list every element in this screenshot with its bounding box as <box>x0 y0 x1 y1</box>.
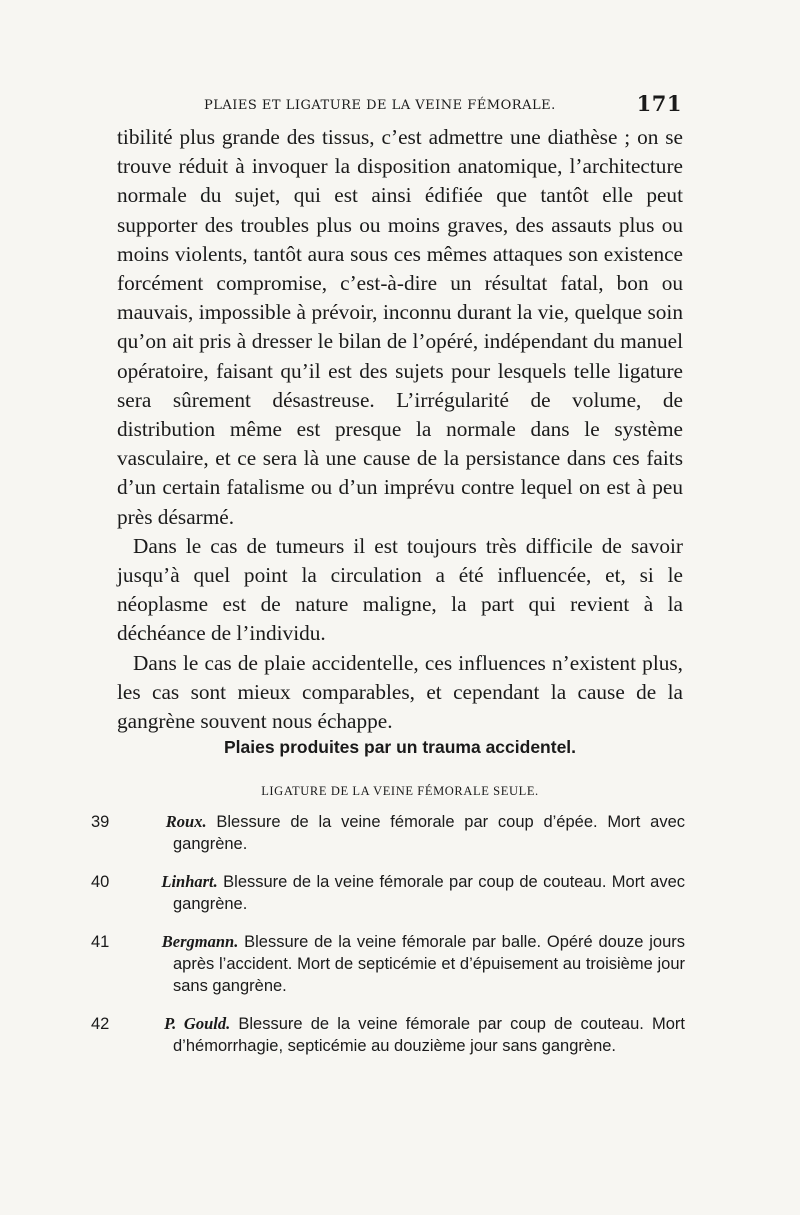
page-number: 171 <box>636 91 682 116</box>
case-item <box>91 931 685 998</box>
case-item <box>91 811 685 856</box>
case-author: Roux. <box>165 812 207 831</box>
case-text: Blessure de la veine fémorale par balle. Opéré douze jours après l’accident. Mort de septicémie et d’épuisement au troisième jour sans gangrène. <box>173 932 685 996</box>
case-author: Linhart. <box>161 871 218 891</box>
case-text: Blessure de la veine fémorale par coup de couteau. Mort d’hémorrhagie, septicémie au douzième jour sans gangrène. <box>173 1014 686 1056</box>
paragraph-1: tibilité plus grande des tissus, c’est admettre une diathèse ; on se trouve réduit à invoquer la disposition anatomique, l’architecture normale du sujet, qui est ainsi édifiée que tantôt elle peut supporter des troubles plus ou moins graves, des assauts plus ou moins violents, tantôt aura sous ces mêmes attaques son existence forcément compromise, c’est-à-dire un résultat fatal, bon ou mauvais, impossible à prévoir, inconnu durant la vie, quelque soin qu’on ait pris à dresser le bilan de l’opéré, indépendant du manuel opératoire, faisant qu’il est des sujets pour lesquels telle ligature sera sûrement désastreuse. L’irrégularité de volume, de distribution même est presque la normale dans le système vasculaire, et ce sera là une cause de la persistance dans ces faits d’un certain fatalisme ou d’un imprévu contre lequel on est à peu près désarmé. <box>117 125 683 529</box>
running-header <box>204 91 682 117</box>
case-text: Blessure de la veine fémorale par coup d’épée. Mort avec gangrène. <box>173 813 685 854</box>
case-number: 42 <box>91 1014 110 1033</box>
case-item <box>91 871 685 916</box>
case-list <box>91 811 686 1073</box>
case-number: 41 <box>91 932 110 951</box>
paragraph-3: Dans le cas de plaie accidentelle, ces influences n’existent plus, les cas sont mieux comparables, et cependant la cause de la gangrène souvent nous échappe. <box>117 650 683 734</box>
running-title: PLAIES ET LIGATURE DE LA VEINE FÉMORALE. <box>204 98 556 113</box>
case-author: Bergmann. <box>161 931 239 951</box>
subsection-title: LIGATURE DE LA VEINE FÉMORALE SEULE. <box>261 784 539 798</box>
case-number: 40 <box>91 872 110 891</box>
main-text <box>117 123 683 736</box>
case-number: 39 <box>91 813 110 831</box>
case-item <box>91 1013 686 1058</box>
paragraph-2: Dans le cas de tumeurs il est toujours très difficile de savoir jusqu’à quel point la circulation a été influencée, et, si le néoplasme est de nature maligne, la part qui revient à la déchéance de l’individu. <box>117 533 683 646</box>
section-title: Plaies produites par un trauma accidentel. <box>223 737 577 757</box>
case-text: Blessure de la veine fémorale par coup de couteau. Mort avec gangrène. <box>173 872 685 914</box>
case-author: P. Gould. <box>164 1013 231 1033</box>
